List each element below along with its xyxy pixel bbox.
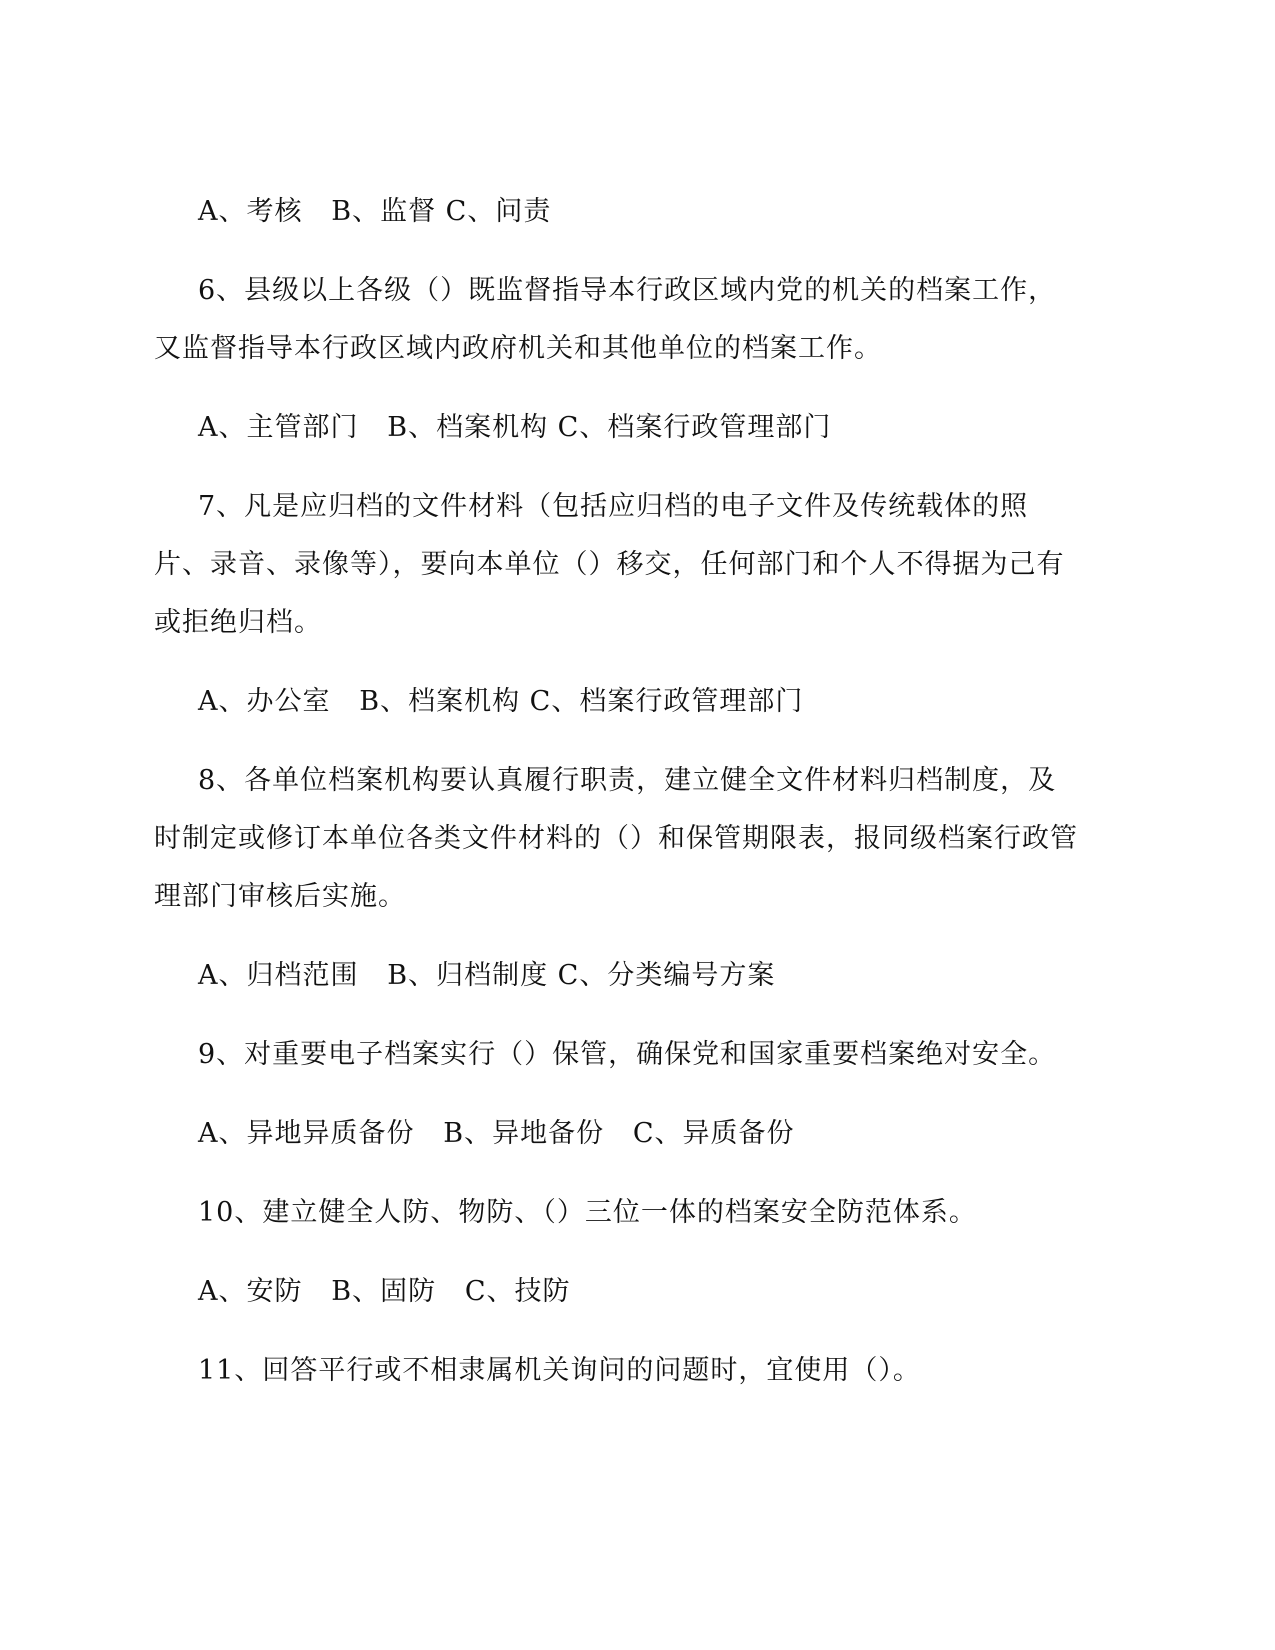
options-q10: A、安防 B、固防 C、技防 bbox=[198, 1276, 571, 1307]
question-11: 11、回答平行或不相隶属机关询问的问题时，宜使用（）。 bbox=[198, 1355, 921, 1386]
question-8: 8、各单位档案机构要认真履行职责，建立健全文件材料归档制度，及时制定或修订本单位各类文件材料的（）和保管期限表，报同级档案行政管理部门审核后实施。 bbox=[154, 765, 1078, 912]
paragraph-gap bbox=[154, 1163, 1084, 1184]
options-q6: A、主管部门 B、档案机构 C、档案行政管理部门 bbox=[198, 412, 832, 443]
paragraph-gap bbox=[154, 457, 1084, 478]
options-q9: A、异地异质备份 B、异地备份 C、异质备份 bbox=[198, 1118, 795, 1149]
question-9: 9、对重要电子档案实行（）保管，确保党和国家重要档案绝对安全。 bbox=[198, 1039, 1057, 1070]
paragraph-gap bbox=[154, 1084, 1084, 1105]
options-q7: A、办公室 B、档案机构 C、档案行政管理部门 bbox=[198, 686, 804, 717]
options-q5: A、考核 B、监督 C、问责 bbox=[198, 196, 552, 227]
paragraph-gap bbox=[154, 731, 1084, 752]
question-7: 7、凡是应归档的文件材料（包括应归档的电子文件及传统载体的照片、录音、录像等），要向本单位（）移交，任何部门和个人不得据为己有或拒绝归档。 bbox=[154, 491, 1065, 638]
question-10: 10、建立健全人防、物防、（）三位一体的档案安全防范体系。 bbox=[198, 1197, 977, 1228]
paragraph-gap bbox=[154, 1242, 1084, 1263]
paragraph-gap bbox=[154, 241, 1084, 262]
paragraph-gap bbox=[154, 1005, 1084, 1026]
paragraph-gap bbox=[154, 652, 1084, 673]
document-body bbox=[154, 183, 1084, 1400]
question-6: 6、县级以上各级（）既监督指导本行政区域内党的机关的档案工作，又监督指导本行政区域内政府机关和其他单位的档案工作。 bbox=[154, 275, 1057, 364]
options-q8: A、归档范围 B、归档制度 C、分类编号方案 bbox=[198, 960, 776, 991]
paragraph-gap bbox=[154, 926, 1084, 947]
paragraph-gap bbox=[154, 1321, 1084, 1342]
paragraph-gap bbox=[154, 378, 1084, 399]
